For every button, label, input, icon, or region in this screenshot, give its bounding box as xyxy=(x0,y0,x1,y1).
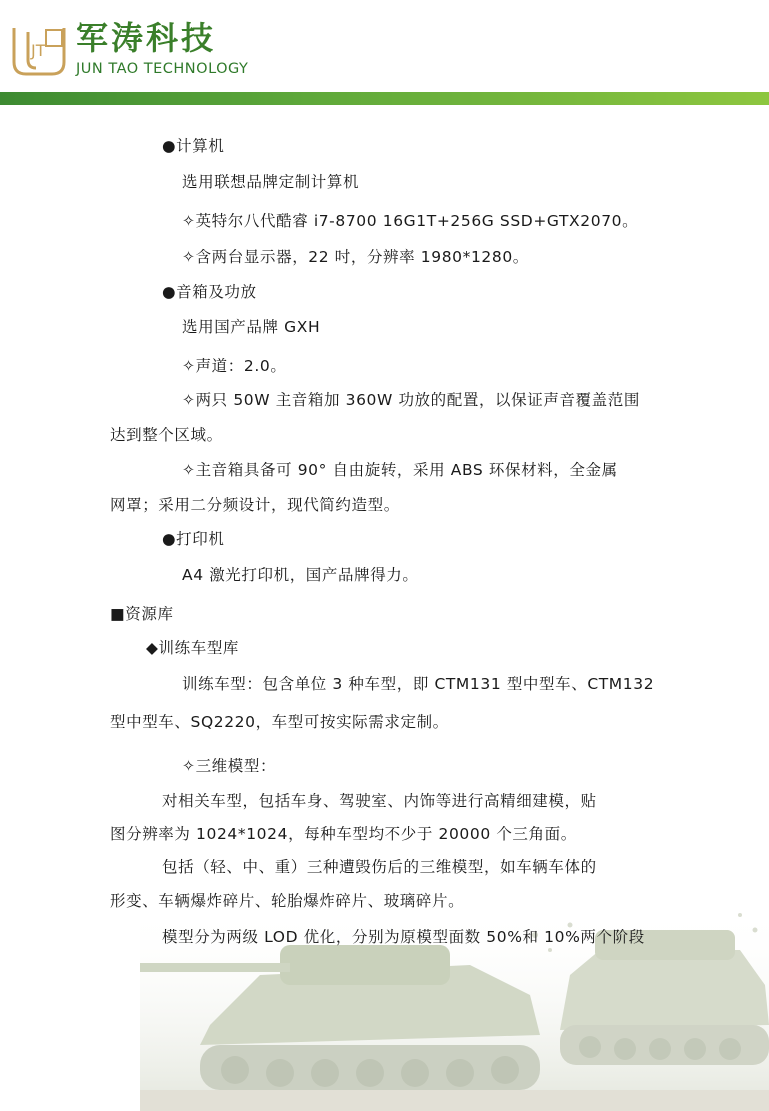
logo-letter-j: JT xyxy=(31,41,46,60)
vehicle-types-text: 训练车型：包含单位 3 种车型，即 CTM131 型中型车、CTM132 xyxy=(182,675,655,693)
3d-model-text-3: 模型分为两级 LOD 优化，分别为原模型面数 50%和 10%两个阶段 xyxy=(162,928,645,946)
speaker-rotation-text: ✧主音箱具备可 90° 自由旋转，采用 ABS 环保材料，全金属 xyxy=(182,461,618,479)
subsection-vehicle-library: ◆训练车型库 xyxy=(146,639,240,657)
speaker-brand-text: 选用国产品牌 GXH xyxy=(182,318,321,336)
section-speaker-heading: ●音箱及功放 xyxy=(162,283,257,301)
section-computer-heading: ●计算机 xyxy=(162,137,225,155)
3d-model-text-1: 对相关车型，包括车身、驾驶室、内饰等进行高精细建模，贴 xyxy=(162,792,597,810)
computer-brand-text: 选用联想品牌定制计算机 xyxy=(182,173,360,191)
speaker-channel-text: ✧声道：2.0。 xyxy=(182,357,287,375)
3d-model-text-2: 包括（轻、中、重）三种遭毁伤后的三维模型，如车辆车体的 xyxy=(162,858,597,876)
section-printer-heading: ●打印机 xyxy=(162,530,225,548)
speaker-config-text-cont: 达到整个区域。 xyxy=(110,426,223,444)
3d-model-heading: ✧三维模型： xyxy=(182,757,277,775)
header-green-bar xyxy=(0,92,769,105)
speaker-config-text: ✧两只 50W 主音箱加 360W 功放的配置，以保证声音覆盖范围 xyxy=(182,391,640,409)
company-name-cn: 军涛科技 xyxy=(76,19,217,57)
3d-model-text-2-cont: 形变、车辆爆炸碎片、轮胎爆炸碎片、玻璃碎片。 xyxy=(110,892,465,910)
company-logo-icon xyxy=(8,22,70,78)
vehicle-types-text-cont: 型中型车、SQ2220，车型可按实际需求定制。 xyxy=(110,713,449,731)
speaker-rotation-text-cont: 网罩；采用二分频设计，现代简约造型。 xyxy=(110,496,400,514)
printer-text: A4 激光打印机，国产品牌得力。 xyxy=(182,566,419,584)
computer-spec-display: ✧含两台显示器，22 吋，分辨率 1980*1280。 xyxy=(182,248,529,266)
company-name-en: JUN TAO TECHNOLOGY xyxy=(76,61,249,77)
page-header xyxy=(0,0,769,105)
computer-spec-cpu: ✧英特尔八代酷睿 i7-8700 16G1T+256G SSD+GTX2070。 xyxy=(182,212,639,230)
section-resource-heading: ■资源库 xyxy=(110,605,174,623)
3d-model-text-1-cont: 图分辨率为 1024*1024，每种车型均不少于 20000 个三角面。 xyxy=(110,825,577,843)
